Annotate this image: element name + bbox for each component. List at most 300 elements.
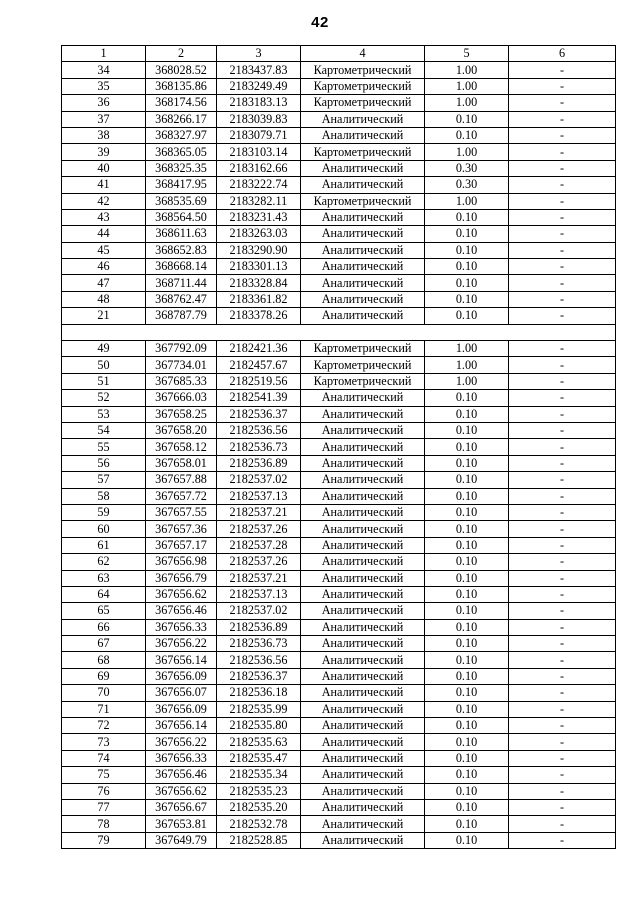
y-coordinate-cell: 2183103.14 (217, 144, 301, 160)
page-number: 42 (311, 14, 329, 31)
accuracy-cell: 0.10 (425, 488, 509, 504)
description-cell: - (509, 291, 616, 307)
point-number-cell: 51 (62, 373, 146, 389)
column-header: 1 (62, 46, 146, 62)
accuracy-cell: 1.00 (425, 193, 509, 209)
x-coordinate-cell: 368668.14 (146, 259, 217, 275)
point-number-cell: 38 (62, 127, 146, 143)
point-number-cell: 78 (62, 816, 146, 832)
method-cell: Аналитический (301, 439, 425, 455)
point-number-cell: 40 (62, 160, 146, 176)
y-coordinate-cell: 2183039.83 (217, 111, 301, 127)
table-row (62, 537, 616, 553)
accuracy-cell: 0.10 (425, 701, 509, 717)
description-cell: - (509, 701, 616, 717)
accuracy-cell: 0.10 (425, 636, 509, 652)
y-coordinate-cell: 2182537.21 (217, 504, 301, 520)
accuracy-cell: 0.10 (425, 275, 509, 291)
y-coordinate-cell: 2182536.73 (217, 636, 301, 652)
accuracy-cell: 0.10 (425, 783, 509, 799)
description-cell: - (509, 357, 616, 373)
description-cell: - (509, 259, 616, 275)
y-coordinate-cell: 2182537.21 (217, 570, 301, 586)
x-coordinate-cell: 367658.12 (146, 439, 217, 455)
table-row (62, 390, 616, 406)
description-cell: - (509, 586, 616, 602)
y-coordinate-cell: 2182457.67 (217, 357, 301, 373)
point-number-cell: 50 (62, 357, 146, 373)
y-coordinate-cell: 2183222.74 (217, 177, 301, 193)
y-coordinate-cell: 2182536.56 (217, 422, 301, 438)
accuracy-cell: 0.10 (425, 537, 509, 553)
description-cell: - (509, 439, 616, 455)
description-cell: - (509, 816, 616, 832)
method-cell: Картометрический (301, 193, 425, 209)
point-number-cell: 76 (62, 783, 146, 799)
column-header: 5 (425, 46, 509, 62)
x-coordinate-cell: 368787.79 (146, 308, 217, 324)
x-coordinate-cell: 367653.81 (146, 816, 217, 832)
x-coordinate-cell: 368762.47 (146, 291, 217, 307)
description-cell: - (509, 78, 616, 94)
x-coordinate-cell: 367658.01 (146, 455, 217, 471)
x-coordinate-cell: 368327.97 (146, 127, 217, 143)
method-cell: Аналитический (301, 750, 425, 766)
table-row (62, 521, 616, 537)
y-coordinate-cell: 2182536.89 (217, 619, 301, 635)
accuracy-cell: 0.10 (425, 603, 509, 619)
accuracy-cell: 0.10 (425, 406, 509, 422)
y-coordinate-cell: 2183079.71 (217, 127, 301, 143)
description-cell: - (509, 406, 616, 422)
table-row (62, 193, 616, 209)
method-cell: Аналитический (301, 209, 425, 225)
point-number-cell: 62 (62, 554, 146, 570)
method-cell: Аналитический (301, 472, 425, 488)
x-coordinate-cell: 368711.44 (146, 275, 217, 291)
point-number-cell: 43 (62, 209, 146, 225)
accuracy-cell: 0.30 (425, 177, 509, 193)
table-row (62, 111, 616, 127)
table-row (62, 783, 616, 799)
method-cell: Аналитический (301, 685, 425, 701)
table-row (62, 422, 616, 438)
method-cell: Аналитический (301, 668, 425, 684)
point-number-cell: 79 (62, 832, 146, 848)
x-coordinate-cell: 367656.33 (146, 619, 217, 635)
method-cell: Картометрический (301, 373, 425, 389)
y-coordinate-cell: 2182537.26 (217, 521, 301, 537)
accuracy-cell: 0.10 (425, 816, 509, 832)
accuracy-cell: 1.00 (425, 357, 509, 373)
description-cell: - (509, 767, 616, 783)
accuracy-cell: 0.10 (425, 586, 509, 602)
x-coordinate-cell: 367656.14 (146, 718, 217, 734)
method-cell: Аналитический (301, 767, 425, 783)
description-cell: - (509, 373, 616, 389)
y-coordinate-cell: 2183263.03 (217, 226, 301, 242)
accuracy-cell: 0.10 (425, 504, 509, 520)
x-coordinate-cell: 367656.98 (146, 554, 217, 570)
accuracy-cell: 0.10 (425, 652, 509, 668)
accuracy-cell: 1.00 (425, 341, 509, 357)
column-header: 6 (509, 46, 616, 62)
point-number-cell: 61 (62, 537, 146, 553)
method-cell: Картометрический (301, 78, 425, 94)
point-number-cell: 36 (62, 95, 146, 111)
accuracy-cell: 0.10 (425, 259, 509, 275)
y-coordinate-cell: 2183282.11 (217, 193, 301, 209)
table-row (62, 177, 616, 193)
x-coordinate-cell: 367656.62 (146, 783, 217, 799)
x-coordinate-cell: 367658.25 (146, 406, 217, 422)
y-coordinate-cell: 2183290.90 (217, 242, 301, 258)
method-cell: Аналитический (301, 652, 425, 668)
y-coordinate-cell: 2183378.26 (217, 308, 301, 324)
empty-separator-cell (62, 324, 616, 340)
point-number-cell: 42 (62, 193, 146, 209)
x-coordinate-cell: 367656.22 (146, 636, 217, 652)
table-row (62, 668, 616, 684)
description-cell: - (509, 504, 616, 520)
point-number-cell: 48 (62, 291, 146, 307)
method-cell: Картометрический (301, 62, 425, 78)
point-number-cell: 64 (62, 586, 146, 602)
x-coordinate-cell: 367666.03 (146, 390, 217, 406)
point-number-cell: 56 (62, 455, 146, 471)
point-number-cell: 54 (62, 422, 146, 438)
method-cell: Аналитический (301, 308, 425, 324)
point-number-cell: 71 (62, 701, 146, 717)
y-coordinate-cell: 2182536.18 (217, 685, 301, 701)
method-cell: Аналитический (301, 390, 425, 406)
accuracy-cell: 0.10 (425, 242, 509, 258)
description-cell: - (509, 308, 616, 324)
method-cell: Аналитический (301, 242, 425, 258)
method-cell: Аналитический (301, 734, 425, 750)
point-number-cell: 72 (62, 718, 146, 734)
description-cell: - (509, 193, 616, 209)
description-cell: - (509, 570, 616, 586)
x-coordinate-cell: 367656.22 (146, 734, 217, 750)
y-coordinate-cell: 2182536.89 (217, 455, 301, 471)
method-cell: Аналитический (301, 816, 425, 832)
method-cell: Аналитический (301, 636, 425, 652)
y-coordinate-cell: 2182541.39 (217, 390, 301, 406)
description-cell: - (509, 799, 616, 815)
accuracy-cell: 0.10 (425, 308, 509, 324)
accuracy-cell: 0.10 (425, 734, 509, 750)
method-cell: Аналитический (301, 586, 425, 602)
method-cell: Аналитический (301, 619, 425, 635)
column-header: 2 (146, 46, 217, 62)
y-coordinate-cell: 2182537.02 (217, 472, 301, 488)
point-number-cell: 34 (62, 62, 146, 78)
point-number-cell: 39 (62, 144, 146, 160)
x-coordinate-cell: 367656.79 (146, 570, 217, 586)
description-cell: - (509, 734, 616, 750)
table-row (62, 488, 616, 504)
description-cell: - (509, 783, 616, 799)
description-cell: - (509, 455, 616, 471)
accuracy-cell: 0.10 (425, 111, 509, 127)
point-number-cell: 35 (62, 78, 146, 94)
table-row (62, 308, 616, 324)
y-coordinate-cell: 2183361.82 (217, 291, 301, 307)
description-cell: - (509, 652, 616, 668)
description-cell: - (509, 226, 616, 242)
method-cell: Аналитический (301, 521, 425, 537)
accuracy-cell: 0.10 (425, 209, 509, 225)
accuracy-cell: 0.10 (425, 668, 509, 684)
point-number-cell: 66 (62, 619, 146, 635)
method-cell: Аналитический (301, 701, 425, 717)
table-row (62, 685, 616, 701)
table-row (62, 504, 616, 520)
table-row (62, 78, 616, 94)
point-number-cell: 58 (62, 488, 146, 504)
table-row (62, 816, 616, 832)
y-coordinate-cell: 2182537.02 (217, 603, 301, 619)
point-number-cell: 37 (62, 111, 146, 127)
point-number-cell: 21 (62, 308, 146, 324)
accuracy-cell: 0.10 (425, 619, 509, 635)
y-coordinate-cell: 2183183.13 (217, 95, 301, 111)
description-cell: - (509, 554, 616, 570)
table-row (62, 127, 616, 143)
y-coordinate-cell: 2182537.28 (217, 537, 301, 553)
x-coordinate-cell: 367685.33 (146, 373, 217, 389)
group-separator-row (62, 324, 616, 340)
table-row (62, 259, 616, 275)
method-cell: Аналитический (301, 832, 425, 848)
accuracy-cell: 1.00 (425, 78, 509, 94)
y-coordinate-cell: 2182535.80 (217, 718, 301, 734)
accuracy-cell: 0.10 (425, 554, 509, 570)
point-number-cell: 75 (62, 767, 146, 783)
method-cell: Аналитический (301, 111, 425, 127)
point-number-cell: 59 (62, 504, 146, 520)
description-cell: - (509, 341, 616, 357)
y-coordinate-cell: 2182535.34 (217, 767, 301, 783)
table-row (62, 767, 616, 783)
method-cell: Картометрический (301, 341, 425, 357)
x-coordinate-cell: 367656.62 (146, 586, 217, 602)
table-row (62, 209, 616, 225)
point-number-cell: 65 (62, 603, 146, 619)
table-row (62, 750, 616, 766)
description-cell: - (509, 144, 616, 160)
y-coordinate-cell: 2182532.78 (217, 816, 301, 832)
table-row (62, 242, 616, 258)
column-header: 3 (217, 46, 301, 62)
x-coordinate-cell: 367656.33 (146, 750, 217, 766)
x-coordinate-cell: 367657.88 (146, 472, 217, 488)
x-coordinate-cell: 367656.09 (146, 668, 217, 684)
x-coordinate-cell: 368135.86 (146, 78, 217, 94)
table-row (62, 357, 616, 373)
accuracy-cell: 0.10 (425, 832, 509, 848)
description-cell: - (509, 422, 616, 438)
description-cell: - (509, 390, 616, 406)
method-cell: Аналитический (301, 537, 425, 553)
method-cell: Аналитический (301, 127, 425, 143)
method-cell: Аналитический (301, 783, 425, 799)
table-body (62, 46, 616, 849)
method-cell: Аналитический (301, 488, 425, 504)
table-row (62, 570, 616, 586)
method-cell: Аналитический (301, 259, 425, 275)
method-cell: Аналитический (301, 455, 425, 471)
x-coordinate-cell: 367656.09 (146, 701, 217, 717)
x-coordinate-cell: 367656.67 (146, 799, 217, 815)
accuracy-cell: 0.10 (425, 422, 509, 438)
method-cell: Картометрический (301, 357, 425, 373)
y-coordinate-cell: 2183301.13 (217, 259, 301, 275)
table-row (62, 701, 616, 717)
x-coordinate-cell: 367656.07 (146, 685, 217, 701)
point-number-cell: 70 (62, 685, 146, 701)
x-coordinate-cell: 367657.72 (146, 488, 217, 504)
y-coordinate-cell: 2182537.13 (217, 488, 301, 504)
y-coordinate-cell: 2182537.13 (217, 586, 301, 602)
y-coordinate-cell: 2182535.47 (217, 750, 301, 766)
description-cell: - (509, 111, 616, 127)
x-coordinate-cell: 368325.35 (146, 160, 217, 176)
point-number-cell: 60 (62, 521, 146, 537)
description-cell: - (509, 62, 616, 78)
method-cell: Аналитический (301, 799, 425, 815)
point-number-cell: 53 (62, 406, 146, 422)
table-row (62, 455, 616, 471)
y-coordinate-cell: 2182535.63 (217, 734, 301, 750)
x-coordinate-cell: 367656.46 (146, 767, 217, 783)
table-row (62, 95, 616, 111)
x-coordinate-cell: 367656.14 (146, 652, 217, 668)
y-coordinate-cell: 2182535.23 (217, 783, 301, 799)
point-number-cell: 49 (62, 341, 146, 357)
accuracy-cell: 0.10 (425, 439, 509, 455)
table-row (62, 734, 616, 750)
accuracy-cell: 0.10 (425, 718, 509, 734)
method-cell: Аналитический (301, 603, 425, 619)
table-row (62, 160, 616, 176)
table-row (62, 619, 616, 635)
point-number-cell: 74 (62, 750, 146, 766)
table-row (62, 275, 616, 291)
description-cell: - (509, 177, 616, 193)
method-cell: Аналитический (301, 160, 425, 176)
method-cell: Аналитический (301, 291, 425, 307)
x-coordinate-cell: 367792.09 (146, 341, 217, 357)
table-row (62, 226, 616, 242)
method-cell: Аналитический (301, 570, 425, 586)
accuracy-cell: 0.10 (425, 799, 509, 815)
accuracy-cell: 0.10 (425, 685, 509, 701)
accuracy-cell: 0.10 (425, 750, 509, 766)
method-cell: Аналитический (301, 177, 425, 193)
description-cell: - (509, 750, 616, 766)
table-row (62, 718, 616, 734)
accuracy-cell: 1.00 (425, 95, 509, 111)
description-cell: - (509, 537, 616, 553)
table-header-row (62, 46, 616, 62)
point-number-cell: 47 (62, 275, 146, 291)
description-cell: - (509, 95, 616, 111)
accuracy-cell: 0.10 (425, 570, 509, 586)
table-row (62, 652, 616, 668)
y-coordinate-cell: 2183231.43 (217, 209, 301, 225)
method-cell: Аналитический (301, 422, 425, 438)
x-coordinate-cell: 367658.20 (146, 422, 217, 438)
x-coordinate-cell: 368174.56 (146, 95, 217, 111)
method-cell: Аналитический (301, 226, 425, 242)
accuracy-cell: 1.00 (425, 144, 509, 160)
table-row (62, 799, 616, 815)
point-number-cell: 73 (62, 734, 146, 750)
accuracy-cell: 0.10 (425, 390, 509, 406)
description-cell: - (509, 668, 616, 684)
y-coordinate-cell: 2182535.99 (217, 701, 301, 717)
point-number-cell: 67 (62, 636, 146, 652)
description-cell: - (509, 521, 616, 537)
description-cell: - (509, 718, 616, 734)
description-cell: - (509, 619, 616, 635)
description-cell: - (509, 209, 616, 225)
x-coordinate-cell: 367649.79 (146, 832, 217, 848)
table-row (62, 636, 616, 652)
method-cell: Аналитический (301, 504, 425, 520)
description-cell: - (509, 472, 616, 488)
y-coordinate-cell: 2182536.37 (217, 406, 301, 422)
column-header: 4 (301, 46, 425, 62)
method-cell: Аналитический (301, 275, 425, 291)
x-coordinate-cell: 368028.52 (146, 62, 217, 78)
y-coordinate-cell: 2183437.83 (217, 62, 301, 78)
description-cell: - (509, 275, 616, 291)
description-cell: - (509, 242, 616, 258)
y-coordinate-cell: 2182536.73 (217, 439, 301, 455)
x-coordinate-cell: 367656.46 (146, 603, 217, 619)
x-coordinate-cell: 367657.36 (146, 521, 217, 537)
x-coordinate-cell: 368611.63 (146, 226, 217, 242)
x-coordinate-cell: 368535.69 (146, 193, 217, 209)
table-row (62, 62, 616, 78)
x-coordinate-cell: 368365.05 (146, 144, 217, 160)
point-number-cell: 63 (62, 570, 146, 586)
description-cell: - (509, 832, 616, 848)
table-row (62, 144, 616, 160)
table-row (62, 373, 616, 389)
accuracy-cell: 0.10 (425, 767, 509, 783)
x-coordinate-cell: 368652.83 (146, 242, 217, 258)
table-row (62, 603, 616, 619)
coordinates-table (61, 45, 616, 849)
y-coordinate-cell: 2182535.20 (217, 799, 301, 815)
x-coordinate-cell: 368564.50 (146, 209, 217, 225)
accuracy-cell: 0.10 (425, 521, 509, 537)
table-row (62, 341, 616, 357)
method-cell: Аналитический (301, 718, 425, 734)
x-coordinate-cell: 367657.55 (146, 504, 217, 520)
point-number-cell: 55 (62, 439, 146, 455)
x-coordinate-cell: 368417.95 (146, 177, 217, 193)
accuracy-cell: 1.00 (425, 373, 509, 389)
method-cell: Картометрический (301, 95, 425, 111)
description-cell: - (509, 127, 616, 143)
description-cell: - (509, 685, 616, 701)
point-number-cell: 52 (62, 390, 146, 406)
